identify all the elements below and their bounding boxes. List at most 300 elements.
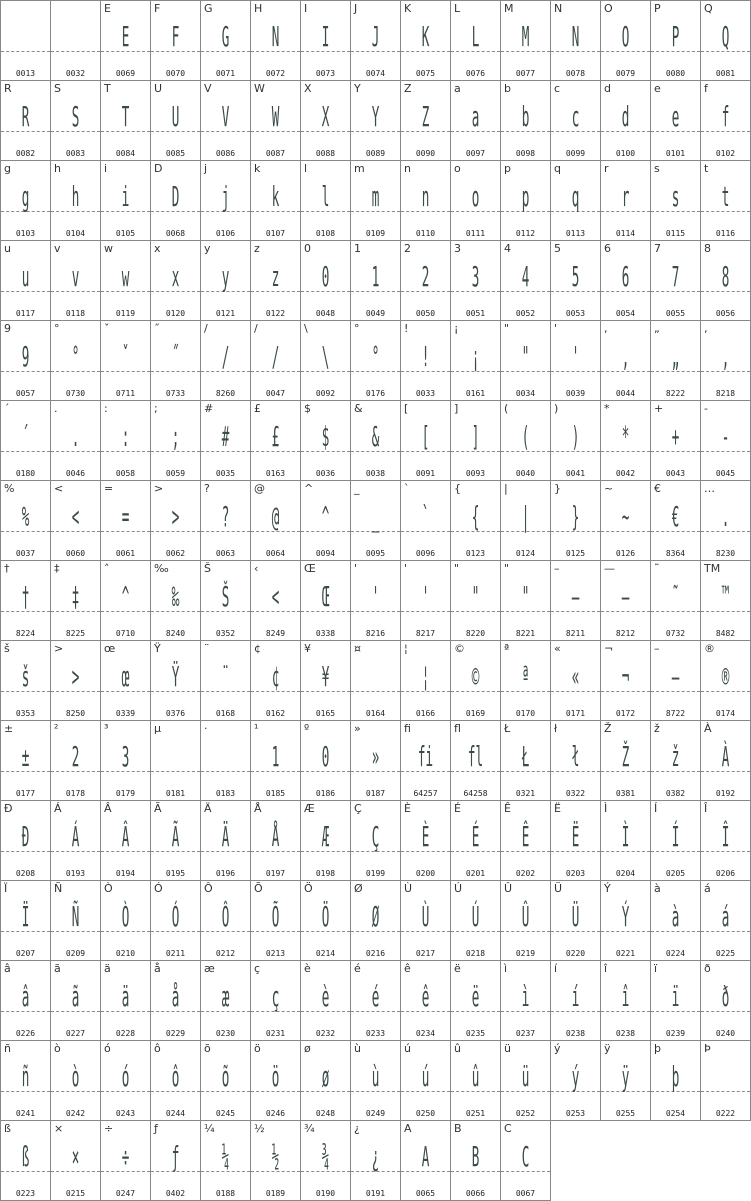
- glyph-sample: ˜: [671, 580, 680, 613]
- glyph-label: ]: [454, 402, 459, 415]
- glyph-sample: ^: [121, 580, 130, 613]
- glyph-sample: €: [671, 500, 680, 533]
- glyph-label: Ú: [454, 882, 463, 895]
- glyph-code: 0050: [415, 309, 436, 318]
- glyph-label: þ: [654, 1042, 661, 1055]
- glyph-code: 0234: [415, 1029, 436, 1038]
- glyph-cell: [301, 241, 351, 321]
- glyph-label: µ: [154, 722, 161, 735]
- glyph-label: ?: [204, 482, 210, 495]
- glyph-sample: t: [721, 180, 730, 213]
- glyph-code: 0065: [415, 1189, 436, 1198]
- glyph-code: 0230: [215, 1029, 236, 1038]
- glyph-cell: [1, 1121, 51, 1201]
- glyph-label: ‚: [704, 322, 708, 335]
- glyph-code: 0055: [665, 309, 686, 318]
- glyph-cell: [651, 641, 701, 721]
- glyph-sample: ÿ: [621, 1060, 630, 1093]
- glyph-label: Ç: [354, 802, 362, 815]
- glyph-sample: T: [121, 100, 130, 133]
- glyph-sample: Ý: [621, 900, 630, 933]
- glyph-sample: «: [571, 660, 580, 693]
- glyph-code: 0165: [315, 709, 336, 718]
- glyph-label: ý: [554, 1042, 561, 1055]
- glyph-cell: [201, 1041, 251, 1121]
- glyph-sample: ©: [471, 660, 480, 693]
- glyph-label: ‰: [154, 562, 169, 575]
- glyph-cell: [551, 561, 601, 641]
- glyph-label: ï: [654, 962, 658, 975]
- glyph-cell: [601, 321, 651, 401]
- glyph-code: 8260: [215, 389, 236, 398]
- glyph-label: Ù: [404, 882, 413, 895]
- glyph-code: 8240: [165, 629, 186, 638]
- glyph-cell: [151, 961, 201, 1041]
- glyph-label: °: [54, 322, 60, 335]
- glyph-label: Ñ: [54, 882, 63, 895]
- glyph-code: 8211: [565, 629, 586, 638]
- glyph-label: ü: [504, 1042, 511, 1055]
- glyph-code: 0170: [515, 709, 536, 718]
- glyph-label: l: [304, 162, 308, 175]
- glyph-label: ƒ: [154, 1122, 158, 1135]
- glyph-code: 0206: [715, 869, 736, 878]
- glyph-label: ¼: [204, 1122, 215, 1135]
- glyph-cell: [401, 401, 451, 481]
- glyph-sample: †: [21, 580, 30, 613]
- glyph-sample: æ: [221, 980, 230, 1013]
- glyph-cell: [101, 1, 151, 81]
- glyph-code: 0179: [115, 789, 136, 798]
- glyph-sample: ý: [571, 1060, 580, 1093]
- glyph-cell: [101, 881, 151, 961]
- glyph-cell: [451, 641, 501, 721]
- glyph-cell: [1, 641, 51, 721]
- glyph-cell: [451, 561, 501, 641]
- glyph-label: H: [254, 2, 263, 15]
- glyph-label: ~: [604, 482, 614, 495]
- glyph-code: 0199: [365, 869, 386, 878]
- glyph-label: `: [404, 482, 410, 495]
- glyph-cell: [701, 641, 751, 721]
- glyph-sample: G: [221, 20, 230, 53]
- glyph-label: ˜: [654, 562, 660, 575]
- glyph-sample: è: [321, 980, 330, 1013]
- glyph-sample: <: [71, 500, 80, 533]
- glyph-sample: ±: [21, 740, 30, 773]
- glyph-cell: [601, 241, 651, 321]
- glyph-label: D: [154, 162, 163, 175]
- glyph-sample: ¨: [221, 660, 230, 693]
- glyph-sample: x: [171, 260, 180, 293]
- glyph-cell: [551, 1041, 601, 1121]
- glyph-label: ‹: [254, 562, 259, 575]
- glyph-label: ó: [104, 1042, 111, 1055]
- glyph-code: 0732: [665, 629, 686, 638]
- glyph-cell: [201, 1121, 251, 1201]
- glyph-label: *: [604, 402, 610, 415]
- glyph-cell: [351, 641, 401, 721]
- glyph-code: 0123: [465, 549, 486, 558]
- glyph-cell: [51, 721, 101, 801]
- glyph-code: 0060: [65, 549, 86, 558]
- glyph-sample: Ž: [621, 740, 630, 773]
- glyph-sample: m: [371, 180, 380, 213]
- glyph-label: i: [104, 162, 108, 175]
- glyph-code: 0197: [265, 869, 286, 878]
- glyph-code: 0095: [365, 549, 386, 558]
- glyph-cell: [451, 81, 501, 161]
- glyph-cell: [701, 801, 751, 881]
- glyph-label: »: [354, 722, 361, 735]
- glyph-sample: Î: [721, 820, 730, 853]
- glyph-label: í: [554, 962, 558, 975]
- glyph-label: ä: [104, 962, 111, 975]
- glyph-cell: [201, 1, 251, 81]
- glyph-cell: [601, 81, 651, 161]
- glyph-sample: ñ: [21, 1060, 30, 1093]
- glyph-cell: [51, 1041, 101, 1121]
- glyph-cell: [101, 801, 151, 881]
- glyph-cell: [101, 641, 151, 721]
- glyph-label: ì: [504, 962, 508, 975]
- glyph-label: ¾: [304, 1122, 315, 1135]
- glyph-code: 0352: [215, 629, 236, 638]
- glyph-label: Š: [204, 562, 211, 575]
- glyph-cell: [151, 241, 201, 321]
- glyph-cell: [301, 1041, 351, 1121]
- glyph-code: 0239: [665, 1029, 686, 1038]
- glyph-code: 0047: [265, 389, 286, 398]
- glyph-code: 0111: [465, 229, 486, 238]
- glyph-label: 5: [554, 242, 561, 255]
- glyph-sample: h: [71, 180, 80, 213]
- glyph-label: é: [354, 962, 361, 975]
- glyph-label: (: [504, 402, 509, 415]
- glyph-label: U: [154, 82, 163, 95]
- glyph-code: 0245: [215, 1109, 236, 1118]
- glyph-code: 0402: [165, 1189, 186, 1198]
- glyph-cell: [451, 241, 501, 321]
- glyph-sample: Á: [71, 820, 80, 853]
- glyph-label: S: [54, 82, 61, 95]
- glyph-sample: Ô: [221, 900, 230, 933]
- glyph-cell: [301, 481, 351, 561]
- glyph-sample: .: [71, 420, 80, 453]
- glyph-code: 0231: [265, 1029, 286, 1038]
- glyph-cell: [451, 321, 501, 401]
- glyph-label: @: [254, 482, 265, 495]
- glyph-sample: _: [371, 500, 380, 533]
- glyph-label: è: [304, 962, 311, 975]
- glyph-sample: ç: [271, 980, 280, 1013]
- glyph-code: 0121: [215, 309, 236, 318]
- glyph-label: €: [654, 482, 661, 495]
- glyph-code: 0106: [215, 229, 236, 238]
- glyph-code: 0733: [165, 389, 186, 398]
- glyph-sample: —: [621, 580, 630, 613]
- glyph-cell: [351, 81, 401, 161]
- glyph-sample: ë: [471, 980, 480, 1013]
- glyph-label: L: [454, 2, 461, 15]
- glyph-sample: ÷: [121, 1140, 130, 1173]
- glyph-label: >: [54, 642, 64, 655]
- glyph-label: º: [304, 722, 310, 735]
- glyph-code: 0114: [615, 229, 636, 238]
- glyph-sample: „: [671, 340, 680, 373]
- glyph-sample: Ä: [221, 820, 230, 853]
- glyph-sample: /: [221, 340, 230, 373]
- glyph-cell: [351, 1041, 401, 1121]
- glyph-sample: 0: [321, 260, 330, 293]
- glyph-code: 0070: [165, 69, 186, 78]
- glyph-cell: [351, 481, 401, 561]
- glyph-sample: Ã: [171, 820, 180, 853]
- glyph-label: ô: [154, 1042, 161, 1055]
- glyph-cell: [601, 1, 651, 81]
- glyph-code: 0187: [365, 789, 386, 798]
- glyph-label: p: [504, 162, 511, 175]
- glyph-label: õ: [204, 1042, 211, 1055]
- glyph-cell: [401, 561, 451, 641]
- glyph-cell: [501, 241, 551, 321]
- glyph-cell: [701, 1041, 751, 1121]
- glyph-cell: [651, 561, 701, 641]
- glyph-code: 0089: [365, 149, 386, 158]
- glyph-code: 0241: [15, 1109, 36, 1118]
- glyph-label: å: [154, 962, 161, 975]
- glyph-label: A: [404, 1122, 412, 1135]
- glyph-cell: [451, 801, 501, 881]
- glyph-label: w: [104, 242, 113, 255]
- glyph-code: 0228: [115, 1029, 136, 1038]
- glyph-code: 0094: [315, 549, 336, 558]
- glyph-cell: [351, 721, 401, 801]
- glyph-code: 0067: [515, 1189, 536, 1198]
- glyph-cell: [701, 401, 751, 481]
- glyph-cell: [451, 881, 501, 961]
- glyph-sample: g: [21, 180, 30, 213]
- glyph-code: 0074: [365, 69, 386, 78]
- glyph-sample: [64, 15, 86, 59]
- glyph-label: 7: [654, 242, 661, 255]
- glyph-code: 8224: [15, 629, 36, 638]
- glyph-label: ë: [454, 962, 461, 975]
- glyph-label: Ó: [154, 882, 163, 895]
- glyph-sample: ‚: [721, 340, 730, 373]
- glyph-sample: ¡: [471, 340, 480, 373]
- glyph-code: 0227: [65, 1029, 86, 1038]
- glyph-label: R: [4, 82, 12, 95]
- glyph-code: 0250: [415, 1109, 436, 1118]
- glyph-sample: B: [471, 1140, 480, 1173]
- glyph-code: 0190: [315, 1189, 336, 1198]
- glyph-cell: [101, 1041, 151, 1121]
- glyph-label: V: [204, 82, 212, 95]
- glyph-sample: ã: [71, 980, 80, 1013]
- glyph-code: 0084: [115, 149, 136, 158]
- glyph-sample: Z: [421, 100, 430, 133]
- glyph-code: 8212: [615, 629, 636, 638]
- glyph-label: K: [404, 2, 412, 15]
- glyph-label: Þ: [704, 1042, 711, 1055]
- glyph-label: B: [454, 1122, 462, 1135]
- glyph-sample: Í: [671, 820, 680, 853]
- glyph-code: 0044: [615, 389, 636, 398]
- glyph-code: 0076: [465, 69, 486, 78]
- glyph-code: 0255: [615, 1109, 636, 1118]
- glyph-code: 0710: [115, 629, 136, 638]
- glyph-sample: Ë: [571, 820, 580, 853]
- glyph-cell: [651, 161, 701, 241]
- glyph-cell: [1, 561, 51, 641]
- glyph-code: 0064: [265, 549, 286, 558]
- glyph-code: 0191: [365, 1189, 386, 1198]
- glyph-code: 0248: [315, 1109, 336, 1118]
- glyph-sample: s: [671, 180, 680, 213]
- glyph-sample: U: [171, 100, 180, 133]
- glyph-sample: >: [171, 500, 180, 533]
- glyph-sample: ¾: [321, 1140, 330, 1173]
- glyph-cell: [151, 1041, 201, 1121]
- glyph-label: ö: [254, 1042, 261, 1055]
- glyph-sample: õ: [221, 1060, 230, 1093]
- glyph-code: 0238: [615, 1029, 636, 1038]
- glyph-label: È: [404, 802, 411, 815]
- glyph-label: ½: [254, 1122, 265, 1135]
- glyph-label: Q: [704, 2, 713, 15]
- glyph-code: 0226: [15, 1029, 36, 1038]
- glyph-label: ò: [54, 1042, 61, 1055]
- glyph-sample: D: [171, 180, 180, 213]
- glyph-sample: ï: [671, 980, 680, 1013]
- glyph-label: ž: [654, 722, 660, 735]
- glyph-label: 9: [4, 322, 11, 335]
- glyph-code: 0219: [515, 949, 536, 958]
- glyph-code: 0066: [465, 1189, 486, 1198]
- glyph-sample: ‰: [171, 580, 180, 613]
- glyph-code: 0099: [565, 149, 586, 158]
- glyph-sample: y: [221, 260, 230, 293]
- glyph-sample: i: [121, 180, 130, 213]
- glyph-label: Û: [504, 882, 513, 895]
- glyph-code: 0164: [365, 709, 386, 718]
- glyph-code: 0119: [115, 309, 136, 318]
- glyph-sample: ö: [271, 1060, 280, 1093]
- glyph-sample: $: [321, 420, 330, 453]
- glyph-cell: [451, 961, 501, 1041]
- glyph-sample: þ: [671, 1060, 680, 1093]
- glyph-sample: ª: [521, 660, 530, 693]
- glyph-sample: Ł: [521, 740, 530, 773]
- glyph-label: }: [554, 482, 561, 495]
- glyph-sample: ^: [321, 500, 330, 533]
- glyph-cell: [701, 721, 751, 801]
- glyph-sample: Y: [371, 100, 380, 133]
- glyph-sample: 1: [371, 260, 380, 293]
- glyph-code: 0252: [515, 1109, 536, 1118]
- glyph-cell: [301, 161, 351, 241]
- glyph-cell: [51, 1, 101, 81]
- glyph-code: 0032: [65, 69, 86, 78]
- glyph-cell: [401, 1121, 451, 1201]
- glyph-label: Ê: [504, 802, 511, 815]
- glyph-code: 0113: [565, 229, 586, 238]
- glyph-label: y: [204, 242, 211, 255]
- glyph-sample: ˝: [171, 340, 180, 373]
- glyph-label: ł: [554, 722, 558, 735]
- glyph-code: 0178: [65, 789, 86, 798]
- glyph-cell: [401, 161, 451, 241]
- glyph-sample: å: [171, 980, 180, 1013]
- glyph-label: Œ: [304, 562, 316, 575]
- glyph-cell: [601, 161, 651, 241]
- glyph-code: 8364: [665, 549, 686, 558]
- glyph-code: 8249: [265, 629, 286, 638]
- glyph-label: ¹: [254, 722, 259, 735]
- glyph-code: 0249: [365, 1109, 386, 1118]
- glyph-label: 4: [504, 242, 511, 255]
- glyph-sample: ¬: [621, 660, 630, 693]
- glyph-sample: %: [21, 500, 30, 533]
- glyph-code: 0247: [115, 1189, 136, 1198]
- glyph-code: 0204: [615, 869, 636, 878]
- glyph-sample: ß: [21, 1140, 30, 1173]
- glyph-label: :: [104, 402, 108, 415]
- glyph-cell: [151, 321, 201, 401]
- glyph-label: É: [454, 802, 461, 815]
- glyph-code: 0045: [715, 469, 736, 478]
- glyph-label: Z: [404, 82, 412, 95]
- glyph-label: <: [54, 482, 64, 495]
- glyph-cell: [501, 81, 551, 161]
- glyph-sample: v: [71, 260, 80, 293]
- glyph-code: 0087: [265, 149, 286, 158]
- glyph-cell: [301, 321, 351, 401]
- glyph-sample: ¼: [221, 1140, 230, 1173]
- glyph-code: 0108: [315, 229, 336, 238]
- glyph-cell: [551, 241, 601, 321]
- glyph-code: 0229: [165, 1029, 186, 1038]
- glyph-label: Ý: [604, 882, 611, 895]
- glyph-label: Y: [354, 82, 361, 95]
- glyph-cell: [201, 561, 251, 641]
- glyph-cell: [201, 161, 251, 241]
- glyph-sample: Û: [521, 900, 530, 933]
- glyph-code: 0203: [565, 869, 586, 878]
- glyph-label: \: [304, 322, 308, 335]
- glyph-cell: [301, 1, 351, 81]
- glyph-sample: °: [371, 340, 380, 373]
- glyph-code: 0112: [515, 229, 536, 238]
- glyph-cell: [151, 1121, 201, 1201]
- glyph-sample: ø: [321, 1060, 330, 1093]
- glyph-code: 8216: [365, 629, 386, 638]
- glyph-cell: [251, 81, 301, 161]
- glyph-label: Ž: [604, 722, 612, 735]
- glyph-sample: ~: [621, 500, 630, 533]
- glyph-cell: [401, 81, 451, 161]
- glyph-sample: ,: [621, 340, 630, 373]
- glyph-code: 0041: [565, 469, 586, 478]
- glyph-label: a: [454, 82, 461, 95]
- glyph-sample: ': [371, 580, 380, 613]
- glyph-code: 0036: [315, 469, 336, 478]
- glyph-code: 0169: [465, 709, 486, 718]
- glyph-label: ': [404, 562, 408, 575]
- glyph-cell: [251, 721, 301, 801]
- glyph-cell: [401, 241, 451, 321]
